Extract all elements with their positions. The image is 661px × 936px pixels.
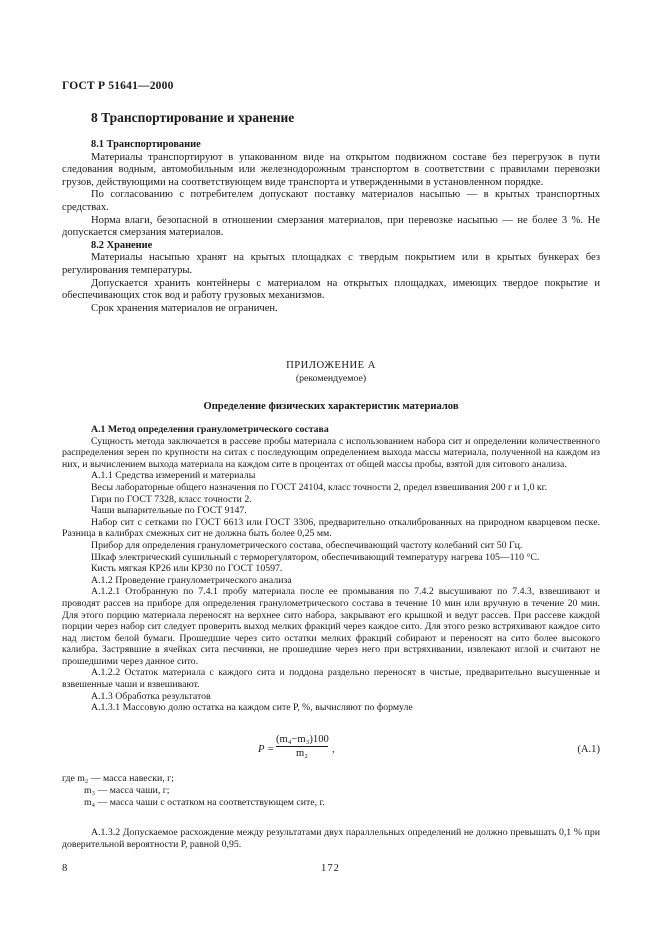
appendix-title: ПРИЛОЖЕНИЕ А <box>286 360 376 371</box>
formula-denominator: m₂ <box>296 748 308 759</box>
formula-lhs: Р = <box>258 744 275 755</box>
a1-title: А.1 Метод определения гранулометрического состава <box>91 424 329 435</box>
a13-title: А.1.3 Обработка результатов <box>91 690 211 702</box>
a132-block <box>62 827 600 850</box>
a11-paragraph-7: Кисть мягкая КР26 или КР30 по ГОСТ 10597. <box>91 563 283 575</box>
a131-paragraph: А.1.3.1 Массовую долю остатка на каждом сите Р, %, вычисляют по формуле <box>91 702 413 714</box>
section-8-2-paragraph-1: Материалы насыпью хранят на крытых площадках с твердым покрытием или в крытых бункерах без регулирования температуры. <box>62 252 600 276</box>
section-8-1-paragraph-3: Норма влаги, безопасной в отношении смерзания материалов, при перевозке насыпью — не более 3 %. Не допускается смерзания материалов. <box>62 214 600 239</box>
section-8-2-paragraph-2: Допускается хранить контейнеры с материалом на открытых площадках, имеющих твердое покрытие и обеспечивающих сток вод и работу грузовых механизмов. <box>62 277 600 302</box>
formula-a1 <box>62 734 600 768</box>
a121-paragraph: А.1.2.1 Отобранную по 7.4.1 пробу материала после ее промывания по 7.4.2 высушивают по 7.4.3, взвешивают и проводят рассев на приборе для определения гранулометрического состава в течение 10 мин или вручную в течение 20 мин. Для этого порцию материала переносят на верхнее сито набора, закрывают его крышкой и ведут рассев. При рассеве каждой порции через набор сит следует проверить выход мелких фракций через каждое сито. Для этого резко встряхивают каждое сито над листом белой бумаги. Прошедшие через сито остатки мелких фракций собирают и переносят на сито более высокого калибра. Застрявшие в ячейках сита песчинки, не прошедшие через него при встряхивании, извлекают иглой и считают не прошедшими через данное сито. <box>62 586 600 667</box>
page-number: 8 <box>62 863 68 874</box>
a11-paragraph-6: Шкаф электрический сушильный с терморегулятором, обеспечивающий температуру нагрева 105—110 °С. <box>91 551 540 563</box>
a122-paragraph: А.1.2.2 Остаток материала с каждого сита и поддона раздельно переносят в чистые, предварительно высушенные и взвешенные чаши и взвешивают. <box>62 667 600 691</box>
appendix-heading: Определение физических характеристик материалов <box>203 401 459 412</box>
legend-m3: m₃ — масса чаши, г; <box>84 784 170 796</box>
a11-title: А.1.1 Средства измерений и материалы <box>91 470 256 482</box>
section-8-1-paragraph-1: Материалы транспортируют в упакованном виде на открытом подвижном составе без перегрузок в пути следования водным, автомобильным или железнодорожным транспортом в соответствии с правилами перевозки грузов, действующими на соответствующем виде транспорта и утвержденными в установленном порядке. <box>62 151 600 188</box>
appendix-subtitle: (рекомендуемое) <box>295 373 367 384</box>
a11-paragraph-5: Прибор для определения гранулометрического состава, обеспечивающий частоту колебаний сит 50 Гц. <box>91 539 523 551</box>
a132-paragraph: А.1.3.2 Допускаемое расхождение между результатами двух параллельных определений не должно превышать 0,1 % при доверительной вероятности Р, равной 0,95. <box>62 827 600 850</box>
section-8-body <box>62 139 600 315</box>
formula-fraction <box>276 734 328 759</box>
appendix-body <box>62 424 600 714</box>
section-8-1-title: 8.1 Транспортирование <box>91 139 201 150</box>
document-header: ГОСТ Р 51641—2000 <box>62 80 174 92</box>
legend-m4: m₄ — масса чаши с остатком на соответствующем сите, г. <box>84 796 325 808</box>
sheet-number: 172 <box>321 863 340 874</box>
a11-paragraph-2: Гири по ГОСТ 7328, класс точности 2. <box>91 493 252 505</box>
a11-paragraph-1: Весы лабораторные общего назначения по ГОСТ 24104, класс точности 2, предел взвешивания 200 г и 1,0 кг. <box>91 481 548 493</box>
a11-paragraph-4: Набор сит с сетками по ГОСТ 6613 или ГОСТ 3306, предварительно откалиброванных на природном кварцевом песке. Разница в калибрах смежных сит не должна быть более 0,25 мм. <box>62 516 600 540</box>
formula-number: (А.1) <box>577 744 600 755</box>
a11-paragraph-3: Чаши выпарительные по ГОСТ 9147. <box>91 505 247 517</box>
formula-legend <box>62 773 600 808</box>
section-8-2-title: 8.2 Хранение <box>91 239 153 251</box>
appendix-header <box>62 360 600 384</box>
a12-title: А.1.2 Проведение гранулометрического анализа <box>91 574 292 586</box>
section-8-title: 8 Транспортирование и хранение <box>91 110 295 125</box>
a1-paragraph: Сущность метода заключается в рассеве пробы материала с использованием набора сит и определении количественного распределения зерен по крупности на ситах с последующим определением выхода массы материала, полученной на каждом из них, и вычислением выхода материала на каждом сите в процентах от общей массы пробы, взятой для ситового анализа. <box>62 435 600 470</box>
formula-numerator: (m₄−m₃)100 <box>276 734 329 745</box>
legend-m2: где m₂ — масса навески, г; <box>62 773 174 784</box>
formula-comma: , <box>332 744 335 755</box>
section-8-2-paragraph-3: Срок хранения материалов не ограничен. <box>91 302 278 314</box>
section-8-1-paragraph-2: По согласованию с потребителем допускают поставку материалов насыпью — в крытых транспортных средствах. <box>62 189 600 213</box>
